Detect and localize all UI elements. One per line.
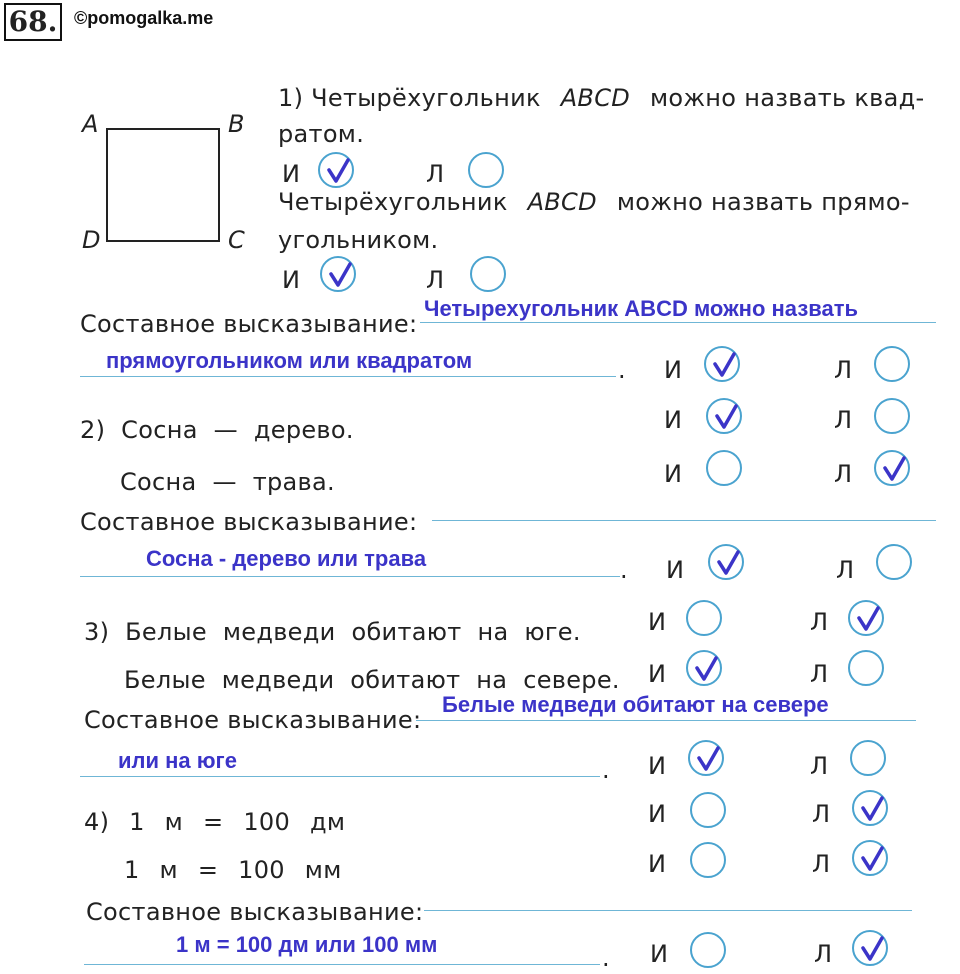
t2-statement1: 2) Сосна — дерево. (80, 416, 354, 444)
compound-label: Составное высказывание: (80, 508, 418, 536)
t1-statement2-line1: Четырёхугольник ABCD можно назвать прямо- (278, 188, 910, 216)
check-icon (326, 157, 352, 185)
answer-line (84, 964, 600, 965)
answer-line (80, 376, 616, 377)
t4-statement2: 1 м = 100 мм (124, 856, 342, 884)
t4-compound-true-circle[interactable] (690, 932, 726, 968)
true-label: И (648, 800, 667, 828)
check-icon (716, 549, 742, 577)
answer-line (416, 720, 916, 721)
exercise-number: 68. (4, 3, 62, 41)
false-label: Л (426, 266, 445, 294)
true-label: И (282, 266, 301, 294)
check-icon (860, 795, 886, 823)
vertex-label-d: D (82, 226, 101, 254)
true-label: И (666, 556, 685, 584)
false-label: Л (814, 940, 833, 968)
true-label: И (664, 460, 683, 488)
t3-statement2: Белые медведи обитают на севере. (124, 666, 620, 694)
check-icon (712, 351, 738, 379)
false-label: Л (812, 800, 831, 828)
check-icon (696, 745, 722, 773)
period: . (602, 756, 610, 784)
true-label: И (648, 608, 667, 636)
compound-label: Составное высказывание: (80, 310, 418, 338)
true-label: И (648, 850, 667, 878)
answer-line (420, 322, 936, 323)
false-label: Л (426, 160, 445, 188)
t2-s1-true-circle[interactable] (706, 398, 742, 434)
t3-s1-false-circle[interactable] (848, 600, 884, 636)
check-icon (856, 605, 882, 633)
period: . (620, 556, 628, 584)
t2-compound-false-circle[interactable] (876, 544, 912, 580)
watermark: ©pomogalka.me (74, 8, 214, 28)
t2-s1-false-circle[interactable] (874, 398, 910, 434)
true-label: И (664, 406, 683, 434)
true-label: И (648, 660, 667, 688)
t2-s2-true-circle[interactable] (706, 450, 742, 486)
t1-statement1-line1: 1) Четырёхугольник ABCD можно назвать квад- (278, 84, 925, 112)
check-icon (714, 403, 740, 431)
false-label: Л (812, 850, 831, 878)
true-label: И (648, 752, 667, 780)
true-label: И (650, 940, 669, 968)
t3-compound-false-circle[interactable] (850, 740, 886, 776)
vertex-label-a: A (82, 110, 99, 138)
t3-s2-false-circle[interactable] (848, 650, 884, 686)
t2-statement2: Сосна — трава. (120, 468, 335, 496)
t4-compound-false-circle[interactable] (852, 930, 888, 966)
t1-answer-line1: Четырехугольник ABCD можно назвать (424, 296, 859, 321)
t4-s1-true-circle[interactable] (690, 792, 726, 828)
false-label: Л (834, 356, 853, 384)
compound-label: Составное высказывание: (86, 898, 424, 926)
t4-answer: 1 м = 100 дм или 100 мм (176, 932, 438, 957)
t3-s2-true-circle[interactable] (686, 650, 722, 686)
period: . (602, 944, 610, 972)
t2-s2-false-circle[interactable] (874, 450, 910, 486)
check-icon (328, 261, 354, 289)
t4-s2-false-circle[interactable] (852, 840, 888, 876)
t1-answer-line2: прямоугольником или квадратом (106, 348, 473, 373)
t3-s1-true-circle[interactable] (686, 600, 722, 636)
t1-s2-false-circle[interactable] (470, 256, 506, 292)
t1-compound-true-circle[interactable] (704, 346, 740, 382)
false-label: Л (836, 556, 855, 584)
t1-statement1-line2: ратом. (278, 120, 365, 148)
period: . (618, 356, 626, 384)
square-figure (106, 128, 220, 242)
t4-statement1: 4) 1 м = 100 дм (84, 808, 346, 836)
t1-s1-true-circle[interactable] (318, 152, 354, 188)
check-icon (882, 455, 908, 483)
vertex-label-b: B (228, 110, 245, 138)
false-label: Л (810, 608, 829, 636)
answer-line (424, 910, 912, 911)
true-label: И (664, 356, 683, 384)
check-icon (694, 655, 720, 683)
t4-s2-true-circle[interactable] (690, 842, 726, 878)
false-label: Л (834, 460, 853, 488)
vertex-label-c: C (228, 226, 245, 254)
t3-compound-true-circle[interactable] (688, 740, 724, 776)
t4-s1-false-circle[interactable] (852, 790, 888, 826)
false-label: Л (810, 660, 829, 688)
false-label: Л (810, 752, 829, 780)
t1-statement2-line2: угольником. (278, 226, 439, 254)
t2-compound-true-circle[interactable] (708, 544, 744, 580)
t3-answer-line1: Белые медведи обитают на севере (442, 692, 829, 717)
true-label: И (282, 160, 301, 188)
t3-statement1: 3) Белые медведи обитают на юге. (84, 618, 581, 646)
check-icon (860, 935, 886, 963)
t1-s1-false-circle[interactable] (468, 152, 504, 188)
check-icon (860, 845, 886, 873)
false-label: Л (834, 406, 853, 434)
answer-line (80, 776, 600, 777)
answer-line (80, 576, 620, 577)
t2-answer: Сосна - дерево или трава (146, 546, 427, 571)
answer-line (432, 520, 936, 521)
compound-label: Составное высказывание: (84, 706, 422, 734)
t3-answer-line2: или на юге (118, 748, 237, 773)
t1-s2-true-circle[interactable] (320, 256, 356, 292)
t1-compound-false-circle[interactable] (874, 346, 910, 382)
